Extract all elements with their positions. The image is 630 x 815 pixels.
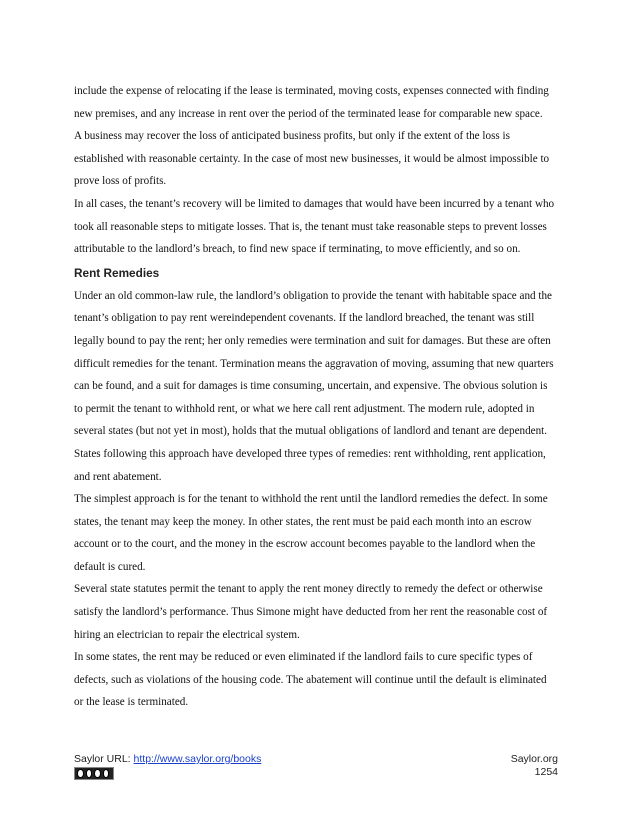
paragraph: The simplest approach is for the tenant to withhold the rent until the landlord remedies the defect. In some states, the tenant may keep the money. In other states, the rent must be paid each month into an escrow account or to the court, and the money in the escrow account becomes payable to the landlord when the default is cured.	[74, 493, 548, 573]
cc-nc-icon	[94, 769, 101, 778]
paragraph: In all cases, the tenant’s recovery will be limited to damages that would have been incurred by a tenant who took all reasonable steps to mitigate losses. That is, the tenant must take reasonable steps to prevent losses attributable to the landlord’s breach, to find new space if terminating, to move efficiently, and so on.	[74, 197, 555, 256]
paragraph: Under an old common-law rule, the landlord’s obligation to provide the tenant with habitable space and the tenant’s obligation to pay rent wereindependent covenants. If the landlord breached, the tenant was still legally bound to pay the rent; her only remedies were termination and suit for damages. But these are often difficult remedies for the tenant. Termination means the aggravation of moving, assuming that new quarters can be found, and a suit for damages is time consuming, uncertain, and expensive. The obvious solution is to permit the tenant to withhold rent, or what we here call rent adjustment. The modern rule, adopted in several states (but not yet in most), holds that the mutual obligations of landlord and tenant are dependent. States following this approach have developed three types of remedies: rent withholding, rent application, and rent abatement.	[74, 289, 554, 483]
footer-site: Saylor.org	[510, 753, 558, 765]
page-number: 1254	[534, 766, 558, 778]
creative-commons-icon	[74, 767, 114, 780]
page-body	[74, 80, 558, 714]
footer-url-label: Saylor URL:	[74, 753, 134, 765]
paragraph: Several state statutes permit the tenant to apply the rent money directly to remedy the defect or otherwise satisfy the landlord’s performance. Thus Simone might have deducted from her rent the reasonable cost of hiring an electrician to repair the electrical system.	[74, 583, 548, 641]
section-heading: Rent Remedies	[74, 265, 160, 280]
cc-sa-icon	[103, 769, 110, 778]
paragraph: A business may recover the loss of anticipated business profits, but only if the extent of the loss is established with reasonable certainty. In the case of most new businesses, it would be almost impossible to prove loss of profits.	[74, 130, 550, 188]
cc-by-icon	[86, 769, 93, 778]
footer-url-link[interactable]: http://www.saylor.org/books	[133, 753, 262, 765]
footer-source	[74, 753, 261, 766]
paragraph: In some states, the rent may be reduced or even eliminated if the landlord fails to cure specific types of defects, such as violations of the housing code. The abatement will continue until the default is eliminated or the lease is terminated.	[74, 651, 547, 709]
cc-circle-icon	[77, 769, 84, 778]
paragraph: include the expense of relocating if the lease is terminated, moving costs, expenses connected with finding new premises, and any increase in rent over the period of the terminated lease for comparable new space.	[74, 85, 549, 120]
footer-page-info	[511, 753, 558, 779]
